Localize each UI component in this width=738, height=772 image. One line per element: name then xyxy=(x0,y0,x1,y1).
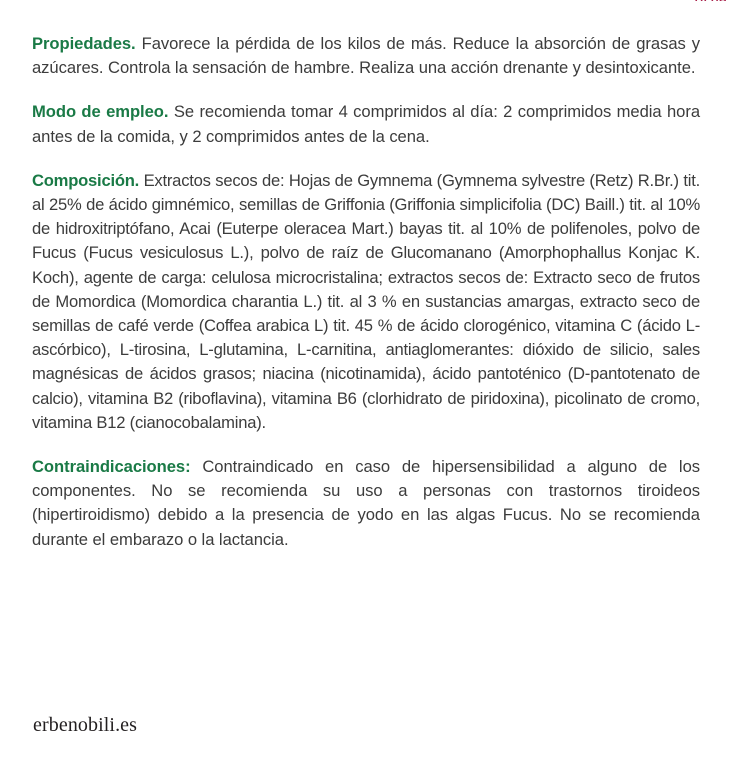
section-propiedades xyxy=(32,32,700,80)
section-contraindicaciones-text: Contraindicado en caso de hipersensibilidad a alguno de los componentes. No se recomienda su uso a personas con trastornos tiroideos (hipertiroidismo) debido a la presencia de yodo en las algas Fucus. No se recomienda durante el embarazo o la lactancia. xyxy=(32,457,700,549)
footer-website: erbenobili.es xyxy=(33,714,138,736)
section-modo-de-empleo xyxy=(32,100,700,148)
section-composicion xyxy=(32,169,700,435)
section-propiedades-text: Favorece la pérdida de los kilos de más. Reduce la absorción de grasas y azúcares. Controla la sensación de hambre. Realiza una acción drenante y desintoxicante. xyxy=(32,34,700,78)
section-contraindicaciones xyxy=(32,455,700,552)
section-modo-de-empleo-heading: Modo de empleo. xyxy=(32,102,169,122)
section-modo-de-empleo-text: Se recomienda tomar 4 comprimidos al día: 2 comprimidos media hora antes de la comida, y 2 comprimidos antes de la cena. xyxy=(32,102,700,146)
cropped-header-fragment xyxy=(693,0,727,1)
section-contraindicaciones-heading: Contraindicaciones: xyxy=(32,457,191,477)
section-propiedades-heading: Propiedades. xyxy=(32,34,136,53)
section-composicion-text: Extractos secos de: Hojas de Gymnema (Gymnema sylvestre (Retz) R.Br.) tit. al 25% de ácido gimnémico, semillas de Griffonia (Griffonia simplicifolia (DC) Baill.) tit. al 10% de hidroxitriptófano, Acai (Euterpe oleracea Mart.) bayas tit. al 10% de polifenoles, polvo de Fucus (Fucus vesiculosus L.), polvo de raíz de Glucomanano (Amorphophallus Konjac K. Koch), agente de carga: celulosa microcristalina; extractos secos de: Extracto seco de frutos de Momordica (Momordica charantia L.) tit. al 3 % en sustancias amargas, extracto seco de semillas de café verde (Coffea arabica L) tit. 45 % de ácido clorogénico, vitamina C (ácido L-ascórbico), L-tirosina, L-glutamina, L-carnitina, antiaglomerantes: dióxido de silicio, sales magnésicas de ácidos grasos; niacina (nicotinamida), ácido pantoténico (D-pantotenato de calcio), vitamina B2 (riboflavina), vitamina B6 (clorhidrato de piridoxina), picolinato de cromo, vitamina B12 (cianocobalamina). xyxy=(32,170,700,432)
document-body xyxy=(32,32,700,552)
section-composicion-heading: Composición. xyxy=(32,170,140,190)
